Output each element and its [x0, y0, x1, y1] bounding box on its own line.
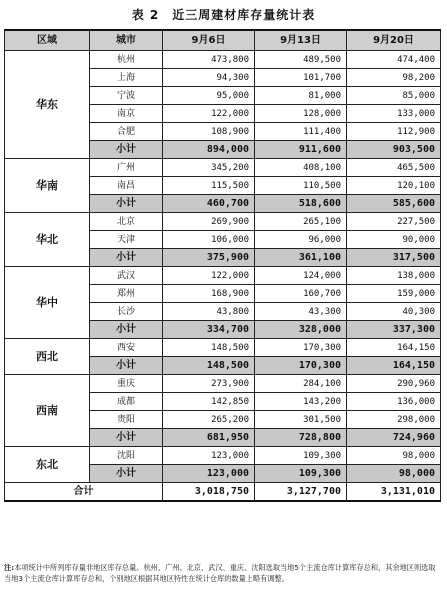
city-cell: 合肥 — [90, 123, 163, 141]
value-cell: 148,500 — [163, 339, 255, 357]
table-row — [5, 159, 441, 177]
table-row — [5, 213, 441, 231]
subtotal-value: 375,900 — [163, 249, 255, 267]
subtotal-value: 903,500 — [347, 141, 441, 159]
value-cell: 124,000 — [255, 267, 347, 285]
city-cell: 沈阳 — [90, 447, 163, 465]
total-value: 3,127,700 — [255, 483, 347, 502]
city-cell: 南京 — [90, 105, 163, 123]
value-cell: 111,400 — [255, 123, 347, 141]
total-value: 3,131,010 — [347, 483, 441, 502]
value-cell: 115,500 — [163, 177, 255, 195]
value-cell: 298,000 — [347, 411, 441, 429]
value-cell: 110,500 — [255, 177, 347, 195]
value-cell: 90,000 — [347, 231, 441, 249]
header-city: 城市 — [90, 30, 163, 51]
city-cell: 南昌 — [90, 177, 163, 195]
value-cell: 142,850 — [163, 393, 255, 411]
region-cell: 华东 — [5, 51, 90, 159]
city-cell: 重庆 — [90, 375, 163, 393]
value-cell: 94,300 — [163, 69, 255, 87]
value-cell: 269,900 — [163, 213, 255, 231]
subtotal-value: 585,600 — [347, 195, 441, 213]
region-cell: 华北 — [5, 213, 90, 267]
subtotal-value: 460,700 — [163, 195, 255, 213]
city-cell: 天津 — [90, 231, 163, 249]
footnote-text: 本项统计中所列库存量非地区库存总量。杭州、广州、北京、武汉、重庆、沈阳选取当地5个主流仓库计算库存总和，其余地区则选取当地3个主流仓库计算库存总和，个别地区根据其地区特性在统计仓库的数量上略有调整。 — [4, 563, 436, 583]
value-cell: 120,100 — [347, 177, 441, 195]
subtotal-value: 109,300 — [255, 465, 347, 483]
total-value: 3,018,750 — [163, 483, 255, 502]
value-cell: 40,300 — [347, 303, 441, 321]
value-cell: 108,900 — [163, 123, 255, 141]
table-row — [5, 267, 441, 285]
subtotal-value: 724,960 — [347, 429, 441, 447]
table-row — [5, 51, 441, 69]
subtotal-value: 518,600 — [255, 195, 347, 213]
subtotal-value: 164,150 — [347, 357, 441, 375]
value-cell: 168,900 — [163, 285, 255, 303]
value-cell: 290,960 — [347, 375, 441, 393]
subtotal-label: 小计 — [90, 249, 163, 267]
value-cell: 122,000 — [163, 105, 255, 123]
region-cell: 华中 — [5, 267, 90, 339]
value-cell: 273,900 — [163, 375, 255, 393]
value-cell: 43,800 — [163, 303, 255, 321]
value-cell: 85,000 — [347, 87, 441, 105]
value-cell: 95,000 — [163, 87, 255, 105]
value-cell: 227,500 — [347, 213, 441, 231]
value-cell: 474,400 — [347, 51, 441, 69]
city-cell: 北京 — [90, 213, 163, 231]
footnote — [4, 562, 442, 584]
inventory-table — [4, 29, 441, 502]
city-cell: 上海 — [90, 69, 163, 87]
subtotal-value: 123,000 — [163, 465, 255, 483]
total-label: 合计 — [5, 483, 163, 502]
value-cell: 138,000 — [347, 267, 441, 285]
value-cell: 123,000 — [163, 447, 255, 465]
value-cell: 133,000 — [347, 105, 441, 123]
value-cell: 160,700 — [255, 285, 347, 303]
city-cell: 长沙 — [90, 303, 163, 321]
subtotal-value: 328,000 — [255, 321, 347, 339]
value-cell: 408,100 — [255, 159, 347, 177]
city-cell: 郑州 — [90, 285, 163, 303]
header-region: 区域 — [5, 30, 90, 51]
value-cell: 345,200 — [163, 159, 255, 177]
inventory-table-wrap — [4, 29, 440, 502]
table-title: 表 2 近三周建材库存量统计表 — [131, 8, 316, 22]
city-cell: 西安 — [90, 339, 163, 357]
subtotal-label: 小计 — [90, 465, 163, 483]
value-cell: 159,000 — [347, 285, 441, 303]
subtotal-label: 小计 — [90, 195, 163, 213]
value-cell: 98,200 — [347, 69, 441, 87]
value-cell: 122,000 — [163, 267, 255, 285]
footnote-label: 注: — [4, 563, 15, 572]
value-cell: 265,200 — [163, 411, 255, 429]
value-cell: 109,300 — [255, 447, 347, 465]
header-sep13: 9月13日 — [255, 30, 347, 51]
value-cell: 465,500 — [347, 159, 441, 177]
value-cell: 101,700 — [255, 69, 347, 87]
table-row — [5, 339, 441, 357]
value-cell: 143,200 — [255, 393, 347, 411]
subtotal-value: 361,100 — [255, 249, 347, 267]
value-cell: 301,500 — [255, 411, 347, 429]
subtotal-value: 170,300 — [255, 357, 347, 375]
subtotal-value: 317,500 — [347, 249, 441, 267]
value-cell: 96,000 — [255, 231, 347, 249]
region-cell: 西南 — [5, 375, 90, 447]
header-sep6: 9月6日 — [163, 30, 255, 51]
value-cell: 284,100 — [255, 375, 347, 393]
value-cell: 106,000 — [163, 231, 255, 249]
subtotal-value: 148,500 — [163, 357, 255, 375]
total-row — [5, 483, 441, 502]
city-cell: 成都 — [90, 393, 163, 411]
city-cell: 武汉 — [90, 267, 163, 285]
subtotal-value: 98,000 — [347, 465, 441, 483]
subtotal-value: 728,800 — [255, 429, 347, 447]
subtotal-label: 小计 — [90, 321, 163, 339]
subtotal-value: 681,950 — [163, 429, 255, 447]
subtotal-label: 小计 — [90, 429, 163, 447]
value-cell: 170,300 — [255, 339, 347, 357]
value-cell: 98,000 — [347, 447, 441, 465]
value-cell: 81,000 — [255, 87, 347, 105]
header-sep20: 9月20日 — [347, 30, 441, 51]
header-row — [5, 30, 441, 51]
subtotal-value: 334,700 — [163, 321, 255, 339]
table-row — [5, 447, 441, 465]
subtotal-value: 894,000 — [163, 141, 255, 159]
subtotal-label: 小计 — [90, 357, 163, 375]
table-body — [5, 51, 441, 502]
value-cell: 128,000 — [255, 105, 347, 123]
value-cell: 112,900 — [347, 123, 441, 141]
city-cell: 广州 — [90, 159, 163, 177]
value-cell: 164,150 — [347, 339, 441, 357]
subtotal-value: 337,300 — [347, 321, 441, 339]
table-row — [5, 375, 441, 393]
city-cell: 杭州 — [90, 51, 163, 69]
subtotal-value: 911,600 — [255, 141, 347, 159]
city-cell: 宁波 — [90, 87, 163, 105]
region-cell: 西北 — [5, 339, 90, 375]
region-cell: 华南 — [5, 159, 90, 213]
value-cell: 43,300 — [255, 303, 347, 321]
value-cell: 489,500 — [255, 51, 347, 69]
city-cell: 贵阳 — [90, 411, 163, 429]
value-cell: 265,100 — [255, 213, 347, 231]
value-cell: 136,000 — [347, 393, 441, 411]
region-cell: 东北 — [5, 447, 90, 483]
subtotal-label: 小计 — [90, 141, 163, 159]
value-cell: 473,800 — [163, 51, 255, 69]
